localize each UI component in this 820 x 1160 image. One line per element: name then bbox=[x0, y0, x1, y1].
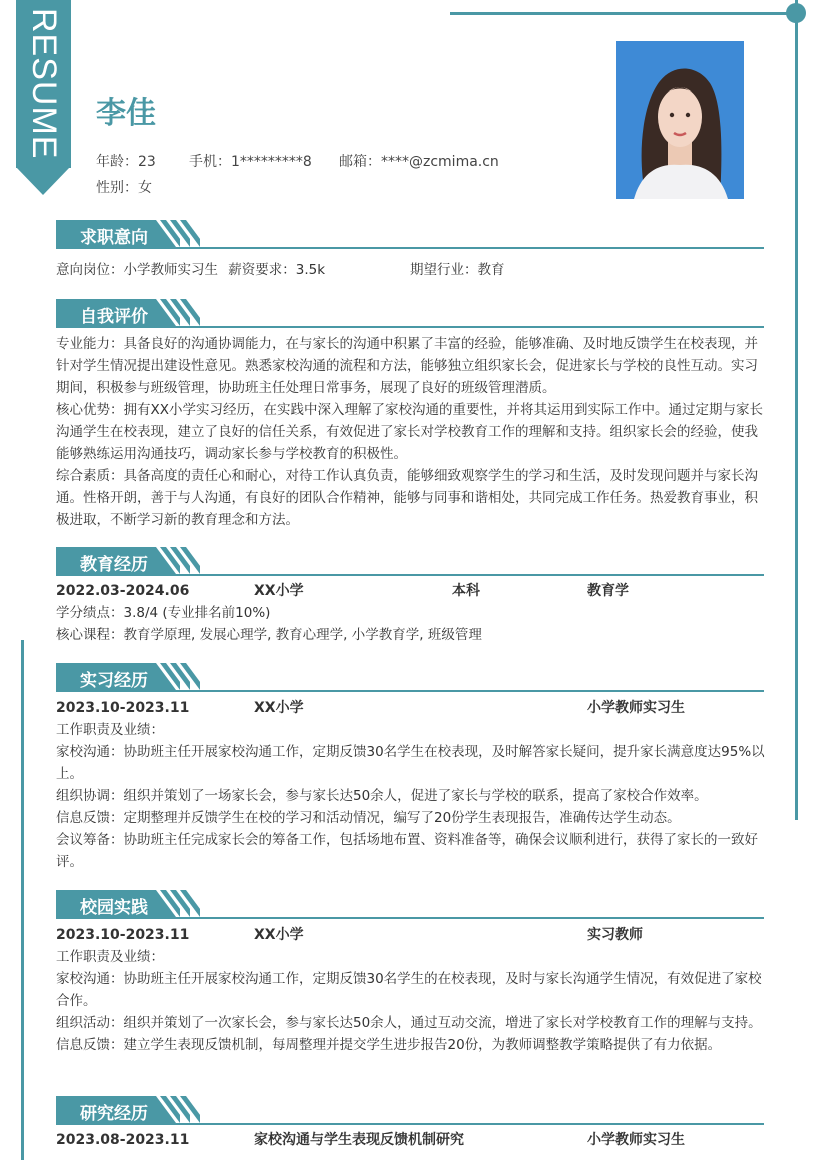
profile-photo bbox=[616, 41, 744, 199]
section-header-intent bbox=[56, 220, 764, 249]
intent-body bbox=[56, 259, 766, 281]
self-para: 专业能力：具备良好的沟通协调能力，在与家长的沟通中积累了丰富的经验，能够准确、及时地反馈学生在校表现，并针对学生情况提出建设性意见。熟悉家校沟通的流程和方法，能够独立组织家长会，促进家长与学校的良性互动。实习期间，积极参与班级管理，协助班主任处理日常事务，展现了良好的班级管理潜质。 bbox=[56, 336, 758, 396]
edu-date: 2022.03-2024.06 bbox=[56, 583, 190, 599]
info-email: 邮箱：****@zcmima.cn bbox=[339, 154, 499, 170]
top-divider bbox=[450, 12, 796, 15]
campus-org: XX小学 bbox=[254, 927, 304, 943]
ribbon-label: RESUME bbox=[25, 8, 63, 160]
ribbon-tip bbox=[16, 167, 70, 195]
self-para: 核心优势：拥有XX小学实习经历，在实践中深入理解了家校沟通的重要性，并将其运用到实际工作中。通过定期与家长沟通学生在校表现，建立了良好的信任关系，有效促进了家长对学校教育工作的理解和支持。组织家长会的经验，使我能够熟练运用沟通技巧，调动家长参与学校教育的积极性。 bbox=[56, 402, 763, 462]
self-body bbox=[56, 333, 766, 531]
campus-line: 工作职责及业绩： bbox=[56, 949, 164, 965]
section-title: 研究经历 bbox=[80, 1104, 148, 1124]
campus-body bbox=[56, 924, 766, 1056]
section-title: 实习经历 bbox=[80, 671, 148, 691]
intern-line: 组织协调：组织并策划了一场家长会，参与家长达50余人，促进了家长与学校的联系，提高了家校合作效率。 bbox=[56, 788, 708, 804]
section-header-research bbox=[56, 1096, 764, 1125]
intent-salary: 薪资要求：3.5k bbox=[228, 262, 326, 278]
intern-role: 小学教师实习生 bbox=[587, 700, 685, 716]
research-body bbox=[56, 1129, 766, 1151]
edu-body bbox=[56, 580, 766, 646]
section-title: 教育经历 bbox=[80, 555, 148, 575]
edu-school: XX小学 bbox=[254, 583, 304, 599]
research-date: 2023.08-2023.11 bbox=[56, 1132, 190, 1148]
intern-line: 家校沟通：协助班主任开展家校沟通工作，定期反馈30名学生在校表现，及时解答家长疑问，提升家长满意度达95%以上。 bbox=[56, 744, 765, 782]
edu-row bbox=[56, 580, 766, 602]
section-title: 自我评价 bbox=[80, 307, 148, 327]
intern-body bbox=[56, 697, 766, 873]
edu-major: 教育学 bbox=[587, 583, 629, 599]
campus-date: 2023.10-2023.11 bbox=[56, 927, 190, 943]
intern-line: 工作职责及业绩： bbox=[56, 722, 164, 738]
self-para: 综合素质：具备高度的责任心和耐心，对待工作认真负责，能够细致观察学生的学习和生活，及时发现问题并与家长沟通。性格开朗，善于与人沟通，有良好的团队合作精神，能够与同事和谐相处，共同完成工作任务。热爱教育事业，积极进取，不断学习新的教育理念和方法。 bbox=[56, 468, 758, 528]
edu-degree: 本科 bbox=[452, 583, 480, 599]
ribbon-label-wrap bbox=[16, 0, 71, 168]
intent-industry: 期望行业：教育 bbox=[410, 262, 505, 278]
edu-line: 学分绩点：3.8/4 (专业排名前10%) bbox=[56, 605, 271, 621]
edu-line: 核心课程：教育学原理, 发展心理学, 教育心理学, 小学教育学, 班级管理 bbox=[56, 627, 482, 643]
research-project: 家校沟通与学生表现反馈机制研究 bbox=[254, 1132, 464, 1148]
intern-row bbox=[56, 697, 766, 719]
candidate-name: 李佳 bbox=[96, 96, 156, 131]
intern-line: 信息反馈：定期整理并反馈学生在校的学习和活动情况，编写了20份学生表现报告，准确传达学生动态。 bbox=[56, 810, 681, 826]
info-age: 年龄：23 bbox=[96, 154, 156, 170]
section-header-campus bbox=[56, 890, 764, 919]
info-phone: 手机：1*********8 bbox=[189, 154, 312, 170]
intent-position: 意向岗位：小学教师实习生 bbox=[56, 262, 218, 278]
info-gender: 性别：女 bbox=[96, 180, 152, 196]
section-header-intern bbox=[56, 663, 764, 692]
section-title: 校园实践 bbox=[80, 898, 148, 918]
intern-line: 会议筹备：协助班主任完成家长会的筹备工作，包括场地布置、资料准备等，确保会议顺利进行，获得了家长的一致好评。 bbox=[56, 832, 758, 870]
intern-date: 2023.10-2023.11 bbox=[56, 700, 190, 716]
section-title: 求职意向 bbox=[80, 228, 148, 248]
research-row bbox=[56, 1129, 766, 1151]
right-divider bbox=[795, 0, 798, 820]
campus-line: 组织活动：组织并策划了一次家长会，参与家长达50余人，通过互动交流，增进了家长对学校教育工作的理解与支持。 bbox=[56, 1015, 762, 1031]
campus-line: 家校沟通：协助班主任开展家校沟通工作，定期反馈30名学生的在校表现，及时与家长沟通学生情况，有效促进了家校合作。 bbox=[56, 971, 762, 1009]
campus-line: 信息反馈：建立学生表现反馈机制，每周整理并提交学生进步报告20份，为教师调整教学策略提供了有力依据。 bbox=[56, 1037, 722, 1053]
left-divider bbox=[21, 640, 24, 1160]
campus-role: 实习教师 bbox=[587, 927, 643, 943]
section-header-edu bbox=[56, 547, 764, 576]
campus-row bbox=[56, 924, 766, 946]
research-role: 小学教师实习生 bbox=[587, 1132, 685, 1148]
intern-org: XX小学 bbox=[254, 700, 304, 716]
section-header-self bbox=[56, 299, 764, 328]
